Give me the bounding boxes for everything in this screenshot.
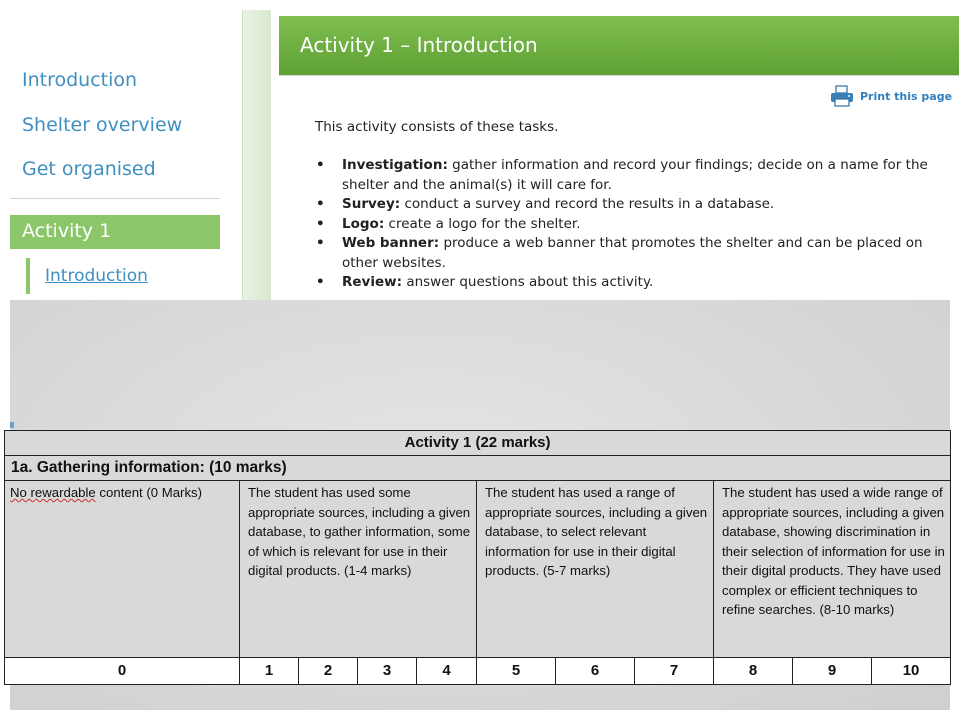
page-title-bar (279, 16, 959, 75)
band-0-text: content (0 Marks) (95, 485, 203, 500)
mark-scheme-table (4, 430, 951, 685)
sidebar-item-get-organised[interactable]: Get organised (22, 158, 156, 180)
task-list (314, 156, 954, 293)
sidebar-gutter (242, 10, 271, 300)
task-term: Logo: (342, 215, 385, 232)
score-cell: 6 (556, 658, 635, 685)
bottom-margin (10, 710, 950, 720)
score-cell: 3 (358, 658, 417, 685)
score-cell: 7 (635, 658, 714, 685)
printer-icon (830, 85, 854, 107)
print-label: Print this page (860, 90, 953, 103)
list-item (314, 195, 954, 215)
sub-nav-introduction-link[interactable]: Introduction (45, 266, 148, 286)
score-cell: 8 (714, 658, 793, 685)
sidebar-item-shelter-overview[interactable]: Shelter overview (22, 114, 183, 136)
table-title: Activity 1 (22 marks) (5, 431, 951, 456)
score-cell: 0 (5, 658, 240, 685)
band-0-descriptor (5, 481, 240, 658)
page-title: Activity 1 – Introduction (300, 33, 538, 57)
task-text: produce a web banner that promotes the shelter and can be placed on other websites. (342, 235, 923, 271)
task-term: Review: (342, 274, 403, 290)
score-cell: 5 (477, 658, 556, 685)
task-term: Investigation: (342, 157, 448, 173)
score-cell: 4 (417, 658, 477, 685)
sidebar-nav (0, 0, 242, 300)
list-item (314, 273, 954, 293)
section-heading: 1a. Gathering information: (10 marks) (5, 456, 951, 481)
intro-text: This activity consists of these tasks. (315, 119, 559, 135)
sidebar-item-introduction[interactable]: Introduction (22, 69, 138, 91)
sidebar-item-activity-1[interactable] (10, 215, 220, 249)
task-text: create a logo for the shelter. (388, 215, 581, 232)
task-term: Web banner: (342, 235, 440, 251)
score-cell: 1 (240, 658, 299, 685)
decorative-mark (10, 422, 14, 428)
score-cell: 9 (793, 658, 872, 685)
task-text: conduct a survey and record the results in a database. (404, 196, 775, 212)
list-item (314, 215, 954, 235)
sidebar-divider (10, 198, 220, 199)
list-item (314, 156, 954, 195)
sidebar-item-label: Activity 1 (22, 220, 112, 242)
task-text: gather information and record your findings; decide on a name for the shelter and the animal(s) it will care for. (342, 157, 928, 193)
score-cell: 10 (872, 658, 951, 685)
course-web-page (0, 0, 960, 300)
band-2-descriptor: The student has used a range of appropriate sources, including a given database, to select relevant information for use in their digital products. (5-7 marks) (477, 481, 714, 658)
band-1-descriptor: The student has used some appropriate sources, including a given database, to gather information, some of which is relevant for use in their digital products. (1-4 marks) (240, 481, 477, 658)
list-item (314, 234, 954, 273)
task-term: Survey: (342, 196, 401, 212)
task-text: answer questions about this activity. (406, 274, 654, 290)
score-cell: 2 (299, 658, 358, 685)
spellcheck-word: No rewardable (10, 485, 96, 500)
header-rule (279, 75, 959, 76)
sub-nav-indicator (26, 258, 30, 294)
band-3-descriptor: The student has used a wide range of appropriate sources, including a given database, showing discrimination in their selection of information for use in their digital products. They have used complex or efficient techniques to refine searches. (8-10 marks) (714, 481, 951, 658)
